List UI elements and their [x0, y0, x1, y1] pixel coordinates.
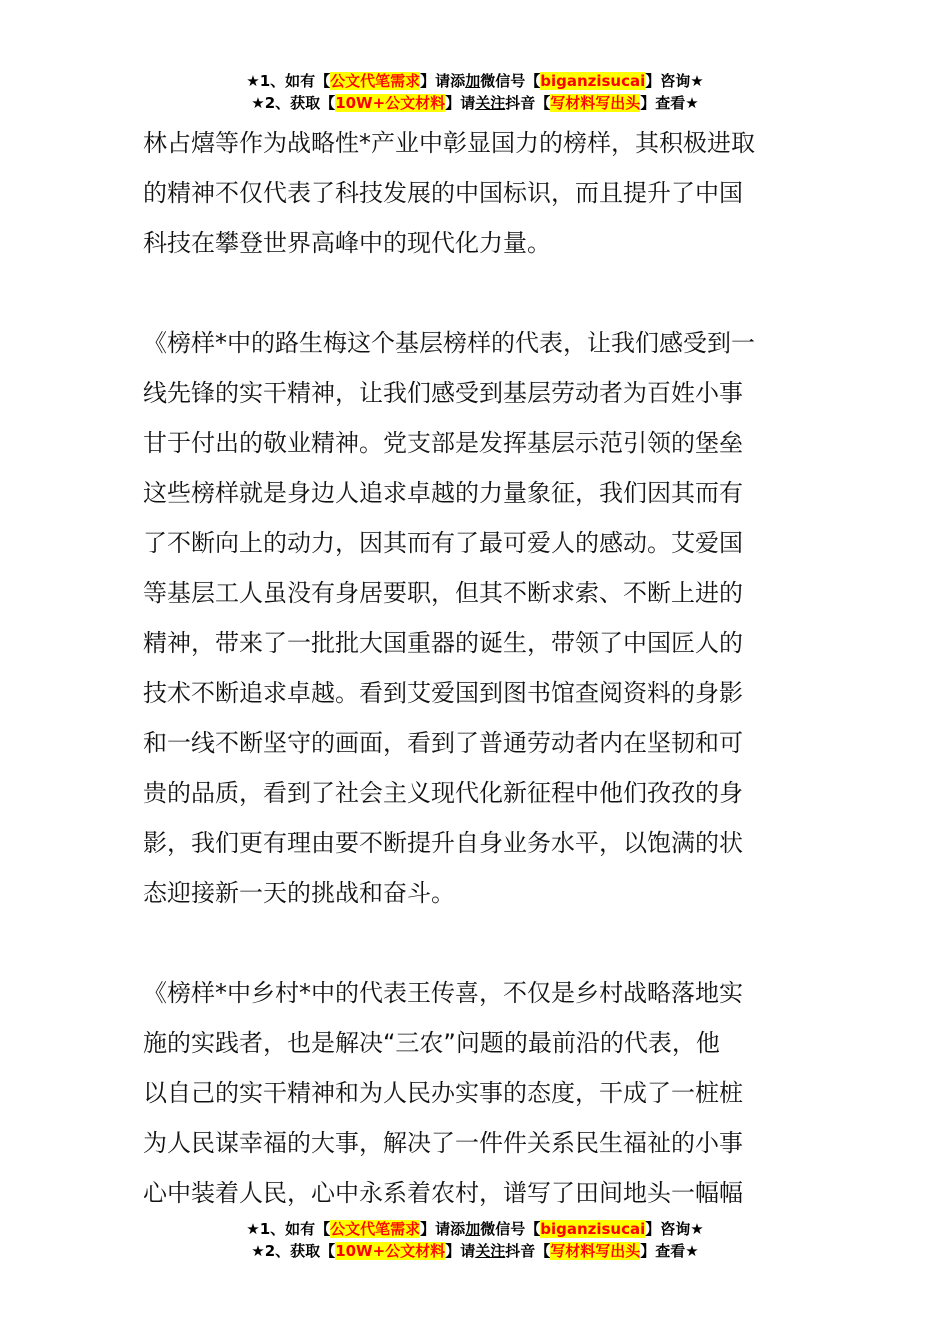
text-line: 科技在攀登世界高峰中的现代化力量。 [143, 229, 551, 257]
highlight-wechat-id: biganzisucai [540, 72, 646, 90]
highlight-douyin-account: 写材料写出头 [550, 1242, 641, 1260]
text-line: 为人民谋幸福的大事，解决了一件件关系民生福祉的小事 [143, 1129, 743, 1157]
highlight-materials: 10W+公文材料 [335, 94, 446, 112]
text-line: 《榜样*中的路生梅这个基层榜样的代表，让我们感受到一 [143, 329, 755, 357]
text-line: 以自己的实干精神和为人民办实事的态度，干成了一桩桩 [143, 1079, 743, 1107]
text-line: 技术不断追求卓越。看到艾爱国到图书馆查阅资料的身影 [143, 679, 743, 707]
paragraph-2 [143, 318, 811, 918]
text-line: 贵的品质，看到了社会主义现代化新征程中他们孜孜的身 [143, 779, 743, 807]
highlight-materials: 10W+公文材料 [335, 1242, 446, 1260]
text-line: 施的实践者，也是解决“三农”问题的最前沿的代表，他 [143, 1029, 720, 1057]
highlight-service: 公文代笔需求 [330, 72, 421, 90]
text-line: 线先锋的实干精神，让我们感受到基层劳动者为百姓小事 [143, 379, 743, 407]
text-line: 精神，带来了一批批大国重器的诞生，带领了中国匠人的 [143, 629, 743, 657]
text-line: 和一线不断坚守的画面，看到了普通劳动者内在坚韧和可 [143, 729, 743, 757]
header-banner [0, 70, 950, 114]
text-line: 《榜样*中乡村*中的代表王传喜，不仅是乡村战略落地实 [143, 979, 743, 1007]
text-line: 的精神不仅代表了科技发展的中国标识，而且提升了中国 [143, 179, 743, 207]
text-line: 了不断向上的动力，因其而有了最可爱人的感动。艾爱国 [143, 529, 743, 557]
text-line: 甘于付出的敬业精神。党支部是发挥基层示范引领的堡垒 [143, 429, 743, 457]
text-line: 这些榜样就是身边人追求卓越的力量象征，我们因其而有 [143, 479, 743, 507]
banner-line-1: ★1、如有【公文代笔需求】请添加微信号【biganzisucai】咨询★ [246, 72, 704, 90]
text-line: 心中装着人民，心中永系着农村，谱写了田间地头一幅幅 [143, 1179, 743, 1207]
paragraph-3 [143, 968, 811, 1218]
text-line: 态迎接新一天的挑战和奋斗。 [143, 879, 455, 907]
text-line: 等基层工人虽没有身居要职，但其不断求索、不断上进的 [143, 579, 743, 607]
highlight-wechat-id: biganzisucai [540, 1220, 646, 1238]
banner-line-1: ★1、如有【公文代笔需求】请添加微信号【biganzisucai】咨询★ [246, 1220, 704, 1238]
banner-line-2: ★2、获取【10W+公文材料】请关注抖音【写材料写出头】查看★ [251, 1242, 699, 1260]
footer-banner [0, 1218, 950, 1262]
text-line: 影，我们更有理由要不断提升自身业务水平，以饱满的状 [143, 829, 743, 857]
text-line: 林占熺等作为战略性*产业中彰显国力的榜样，其积极进取 [143, 129, 755, 157]
paragraph-1 [143, 118, 811, 268]
banner-line-2: ★2、获取【10W+公文材料】请关注抖音【写材料写出头】查看★ [251, 94, 699, 112]
highlight-douyin-account: 写材料写出头 [550, 94, 641, 112]
highlight-service: 公文代笔需求 [330, 1220, 421, 1238]
